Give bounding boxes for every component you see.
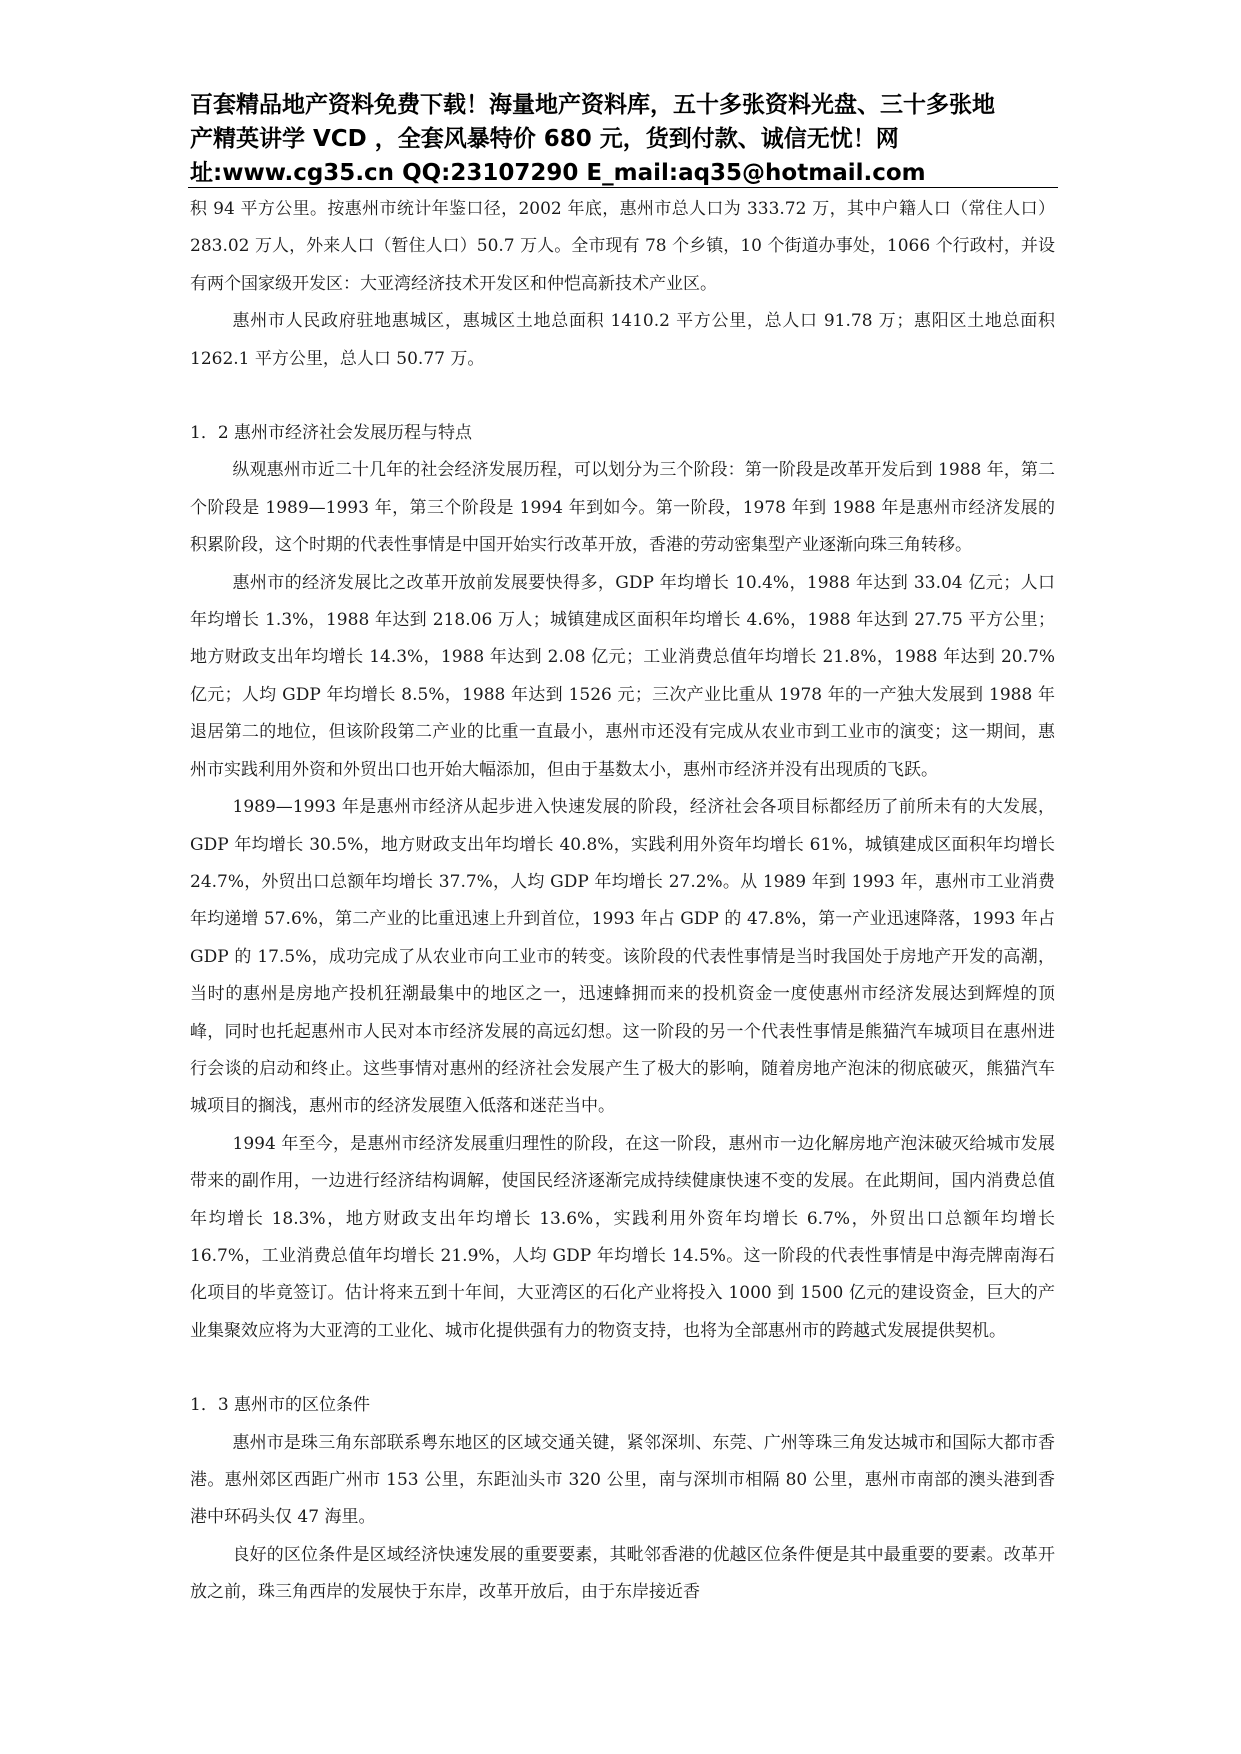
paragraph-stage-two: 1989—1993 年是惠州市经济从起步进入快速发展的阶段，经济社会各项目标都经历了前所未有的大发展，GDP 年均增长 30.5%，地方财政支出年均增长 40.8%，实践利用外资年均增长 61%，城镇建成区面积年均增长 24.7%，外贸出口总额年均增长 37.7%，人均 GDP 年均增长 27.2%。从 1989 年到 1993 年，惠州市工业消费年均递增 57.6%，第二产业的比重迅速上升到首位，1993 年占 GDP 的 47.8%，第一产业迅速降落，1993 年占 GDP 的 17.5%，成功完成了从农业市向工业市的转变。该阶段的代表性事情是当时我国处于房地产开发的高潮，当时的惠州是房地产投机狂潮最集中的地区之一，迅速蜂拥而来的投机资金一度使惠州市经济发展达到辉煌的顶峰，同时也托起惠州市人民对本市经济发展的高远幻想。这一阶段的另一个代表性事情是熊猫汽车城项目在惠州进行会谈的启动和终止。这些事情对惠州的经济社会发展产生了极大的影响，随着房地产泡沫的彻底破灭，熊猫汽车城项目的搁浅，惠州市的经济发展堕入低落和迷茫当中。 — [190, 797, 1055, 1117]
section-heading-1-3: 1．3 惠州市的区位条件 — [190, 1395, 371, 1416]
header-line-1: 百套精品地产资料免费下载！海量地产资料库，五十多张资料光盘、三十多张地 — [190, 92, 995, 118]
header-divider — [188, 187, 1058, 188]
header-line-3: 址:www.cg35.cn QQ:23107290 E_mail:aq35@hotmail.com — [190, 160, 926, 186]
page-header — [190, 88, 1060, 190]
section-heading-1-2: 1．2 惠州市经济社会发展历程与特点 — [190, 423, 473, 444]
paragraph-stage-one: 惠州市的经济发展比之改革开放前发展要快得多，GDP 年均增长 10.4%，1988 年达到 33.04 亿元；人口年均增长 1.3%，1988 年达到 218.06 万人；城镇建成区面积年均增长 4.6%，1988 年达到 27.75 平方公里；地方财政支出年均增长 14.3%，1988 年达到 2.08 亿元；工业消费总值年均增长 21.8%，1988 年达到 20.7%亿元；人均 GDP 年均增长 8.5%，1988 年达到 1526 元；三次产业比重从 1978 年的一产独大发展到 1988 年退居第二的地位，但该阶段第二产业的比重一直最小，惠州市还没有完成从农业市到工业市的演变；这一期间，惠州市实践利用外资和外贸出口也开始大幅添加，但由于基数太小，惠州市经济并没有出现质的飞跃。 — [190, 572, 1055, 780]
paragraph-government-seat: 惠州市人民政府驻地惠城区，惠城区土地总面积 1410.2 平方公里，总人口 91.78 万；惠阳区土地总面积 1262.1 平方公里，总人口 50.77 万。 — [190, 311, 1055, 369]
paragraph-location-advantage: 良好的区位条件是区域经济快速发展的重要要素，其毗邻香港的优越区位条件便是其中最重要的要素。改革开放之前，珠三角西岸的发展快于东岸，改革开放后，由于东岸接近香 — [190, 1544, 1055, 1603]
paragraph-area-population: 积 94 平方公里。按惠州市统计年鉴口径，2002 年底，惠州市总人口为 333.72 万，其中户籍人口（常住人口）283.02 万人，外来人口（暂住人口）50.7 万人。全市现有 78 个乡镇，10 个街道办事处，1066 个行政村，并设有两个国家级开发区：大亚湾经济技术开发区和仲恺高新技术产业区。 — [190, 199, 1055, 294]
paragraph-location: 惠州市是珠三角东部联系粤东地区的区域交通关键，紧邻深圳、东莞、广州等珠三角发达城市和国际大都市香港。惠州郊区西距广州市 153 公里，东距汕头市 320 公里，南与深圳市相隔 80 公里，惠州市南部的澳头港到香港中环码头仅 47 海里。 — [190, 1432, 1055, 1528]
paragraph-stage-three: 1994 年至今，是惠州市经济发展重归理性的阶段，在这一阶段，惠州市一边化解房地产泡沫破灭给城市发展带来的副作用，一边进行经济结构调解，使国民经济逐渐完成持续健康快速不变的发展。在此期间，国内消费总值年均增长 18.3%，地方财政支出年均增长 13.6%，实践利用外资年均增长 6.7%，外贸出口总额年均增长 16.7%，工业消费总值年均增长 21.9%，人均 GDP 年均增长 14.5%。这一阶段的代表性事情是中海壳牌南海石化项目的毕竟签订。估计将来五到十年间，大亚湾区的石化产业将投入 1000 到 1500 亿元的建设资金，巨大的产业集聚效应将为大亚湾的工业化、城市化提供强有力的物资支持，也将为全部惠州市的跨越式发展提供契机。 — [190, 1133, 1055, 1341]
paragraph-development-stages: 纵观惠州市近二十几年的社会经济发展历程，可以划分为三个阶段：第一阶段是改革开发后到 1988 年，第二个阶段是 1989—1993 年，第三个阶段是 1994 年到如今。第一阶段，1978 年到 1988 年是惠州市经济发展的积累阶段，这个时期的代表性事情是中国开始实行改革开放，香港的劳动密集型产业逐渐向珠三角转移。 — [190, 460, 1055, 556]
document-body — [190, 191, 1055, 1612]
header-line-2: 产精英讲学 VCD ，全套风暴特价 680 元，货到付款、诚信无忧！网 — [190, 126, 899, 152]
